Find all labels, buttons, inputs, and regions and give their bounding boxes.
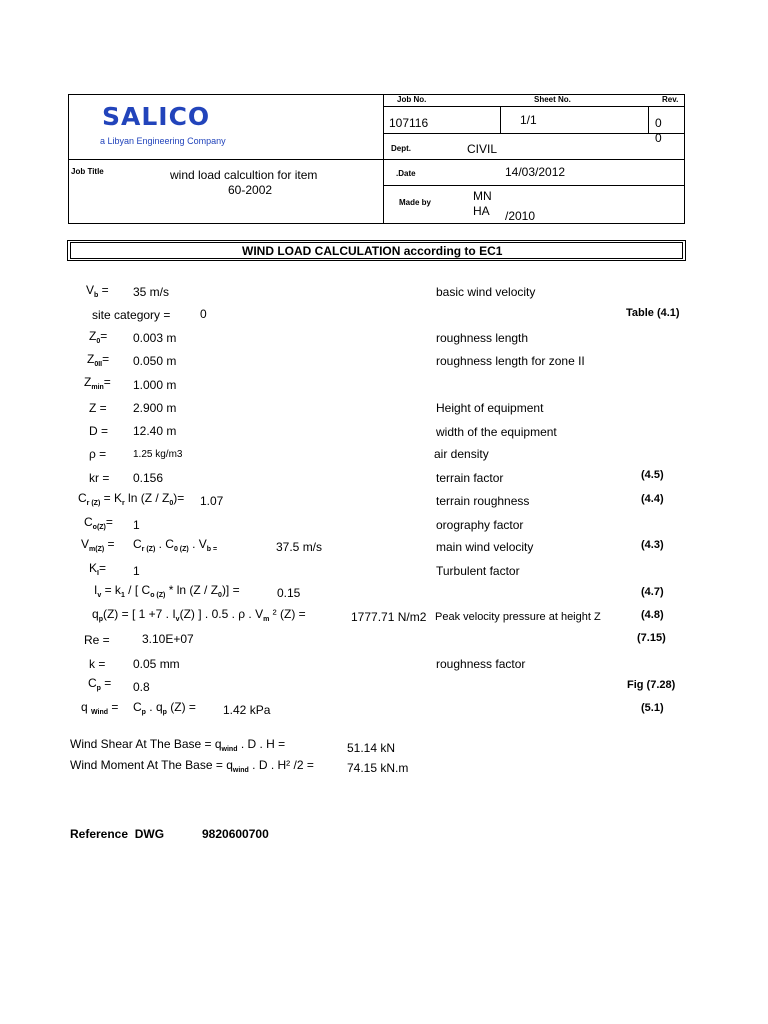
reference-label: Reference DWG bbox=[70, 827, 165, 841]
cp-symbol: $C_p$ = bbox=[88, 676, 112, 692]
job-no-label: Job No. bbox=[397, 95, 427, 104]
z-value: 2.900 m bbox=[133, 401, 177, 415]
job-title-line2: 60-2002 bbox=[228, 183, 273, 197]
sheet-no-label: Sheet No. bbox=[534, 95, 571, 104]
cr-ref: (4.4) bbox=[641, 493, 664, 505]
moment-value: 74.15 kN.m bbox=[347, 761, 409, 775]
made-by-2: HA bbox=[473, 204, 490, 218]
qp-ref: (4.8) bbox=[641, 609, 664, 621]
z0ii-symbol: $Z_{0II}=$ bbox=[87, 352, 110, 368]
made-by-year: /2010 bbox=[505, 209, 536, 223]
cp-value: 0.8 bbox=[133, 680, 150, 694]
sheet-no-value: 1/1 bbox=[520, 113, 537, 127]
job-title-line1: wind load calcultion for item bbox=[170, 168, 318, 182]
d-desc: width of the equipment bbox=[436, 425, 557, 439]
d-value: 12.40 m bbox=[133, 424, 177, 438]
section-title: WIND LOAD CALCULATION according to EC1 bbox=[242, 244, 503, 258]
z0ii-desc: roughness length for zone II bbox=[436, 354, 585, 368]
iv-formula: $I_v = k_1$ / [ $C_{o (Z)}$ * $\ln (Z / Z_0)$] = bbox=[94, 583, 240, 599]
qp-formula: $q_p(Z)$ = [ 1 +7 . $I_v(Z)$ ] . 0.5 . ρ . $V_m$ ² (Z) = bbox=[92, 607, 306, 623]
co-desc: orography factor bbox=[436, 518, 524, 532]
zmin-value: 1.000 m bbox=[133, 378, 177, 392]
ki-desc: Turbulent factor bbox=[436, 564, 520, 578]
vb-desc: basic wind velocity bbox=[436, 285, 536, 299]
site-value: 0 bbox=[200, 307, 207, 321]
cp-ref: Fig (7.28) bbox=[627, 679, 676, 691]
site-ref: Table (4.1) bbox=[626, 307, 680, 319]
dept-value: CIVIL bbox=[467, 142, 498, 156]
k-desc: roughness factor bbox=[436, 657, 526, 671]
ki-symbol: $K_I=$ bbox=[89, 561, 106, 577]
kr-label: kr = bbox=[89, 471, 110, 485]
rev-label: Rev. bbox=[662, 95, 679, 104]
z0-value: 0.003 m bbox=[133, 331, 177, 345]
rev-value-b: 0 bbox=[655, 131, 662, 145]
re-ref: (7.15) bbox=[637, 632, 666, 644]
kr-desc: terrain factor bbox=[436, 471, 504, 485]
salico-logo: SALICO bbox=[102, 102, 211, 131]
site-label: site category = bbox=[92, 308, 171, 322]
vm-value: 37.5 m/s bbox=[276, 540, 323, 554]
d-label: D = bbox=[89, 424, 109, 438]
re-label: Re = bbox=[84, 633, 110, 647]
z0-desc: roughness length bbox=[436, 331, 529, 345]
z0-symbol: $Z_0=$ bbox=[89, 329, 108, 345]
z0ii-value: 0.050 m bbox=[133, 354, 177, 368]
made-by-label: Made by bbox=[399, 198, 432, 207]
cr-formula: $C_{r (Z)} = K_r$ $\ln (Z / Z_0)=$ bbox=[78, 491, 185, 507]
rho-desc: air density bbox=[434, 447, 489, 461]
iv-ref: (4.7) bbox=[641, 586, 664, 598]
cr-desc: terrain roughness bbox=[436, 494, 530, 508]
rho-label: ρ = bbox=[89, 447, 107, 461]
dept-label: Dept. bbox=[391, 144, 411, 153]
vm-ref: (4.3) bbox=[641, 539, 664, 551]
rev-value-a: 0 bbox=[655, 116, 662, 130]
qw-value: 1.42 kPa bbox=[223, 703, 271, 717]
made-by-1: MN bbox=[473, 189, 492, 203]
date-label: .Date bbox=[396, 169, 416, 178]
k-value: 0.05 mm bbox=[133, 657, 180, 671]
qw-formula: $C_p$ . $q_p$ (Z) = bbox=[133, 700, 196, 716]
vm-formula-left: $V_{m(Z)}$ = bbox=[81, 537, 115, 553]
cr-value: 1.07 bbox=[200, 494, 224, 508]
qw-ref: (5.1) bbox=[641, 702, 664, 714]
qw-symbol: q $_{Wind}$ = bbox=[81, 700, 119, 716]
reference-value: 9820600700 bbox=[202, 827, 269, 841]
vm-desc: main wind velocity bbox=[436, 540, 534, 554]
job-no-value: 107116 bbox=[389, 116, 429, 130]
qp-value: 1777.71 N/m2 bbox=[351, 610, 427, 624]
k-label: k = bbox=[89, 657, 106, 671]
z-label: Z = bbox=[89, 401, 107, 415]
z-desc: Height of equipment bbox=[436, 401, 544, 415]
kr-ref: (4.5) bbox=[641, 469, 664, 481]
job-title-label: Job Title bbox=[71, 167, 104, 176]
shear-formula: Wind Shear At The Base = $q_{wind}$ . D . H = bbox=[70, 737, 286, 753]
co-value: 1 bbox=[133, 518, 140, 532]
ki-value: 1 bbox=[133, 564, 140, 578]
kr-value: 0.156 bbox=[133, 471, 164, 485]
shear-value: 51.14 kN bbox=[347, 741, 396, 755]
moment-formula: Wind Moment At The Base = $q_{wind}$ . D . H² /2 = bbox=[70, 758, 314, 774]
zmin-symbol: $Z_{min}=$ bbox=[84, 375, 111, 391]
date-value: 14/03/2012 bbox=[505, 165, 566, 179]
vb-value: 35 m/s bbox=[133, 285, 170, 299]
re-value: 3.10E+07 bbox=[142, 632, 194, 646]
logo-tagline: a Libyan Engineering Company bbox=[100, 136, 226, 146]
co-symbol: $C_{o(Z)}=$ bbox=[84, 515, 113, 531]
iv-value: 0.15 bbox=[277, 586, 301, 600]
qp-desc: Peak velocity pressure at height Z bbox=[435, 611, 601, 623]
vb-symbol: $V_b$ = bbox=[86, 283, 109, 299]
rho-value: 1.25 kg/m3 bbox=[133, 449, 183, 460]
vm-formula-right: $C_{r (Z)}$ . $C_{0 (Z)}$ . $V_{b =}$ bbox=[133, 537, 218, 553]
